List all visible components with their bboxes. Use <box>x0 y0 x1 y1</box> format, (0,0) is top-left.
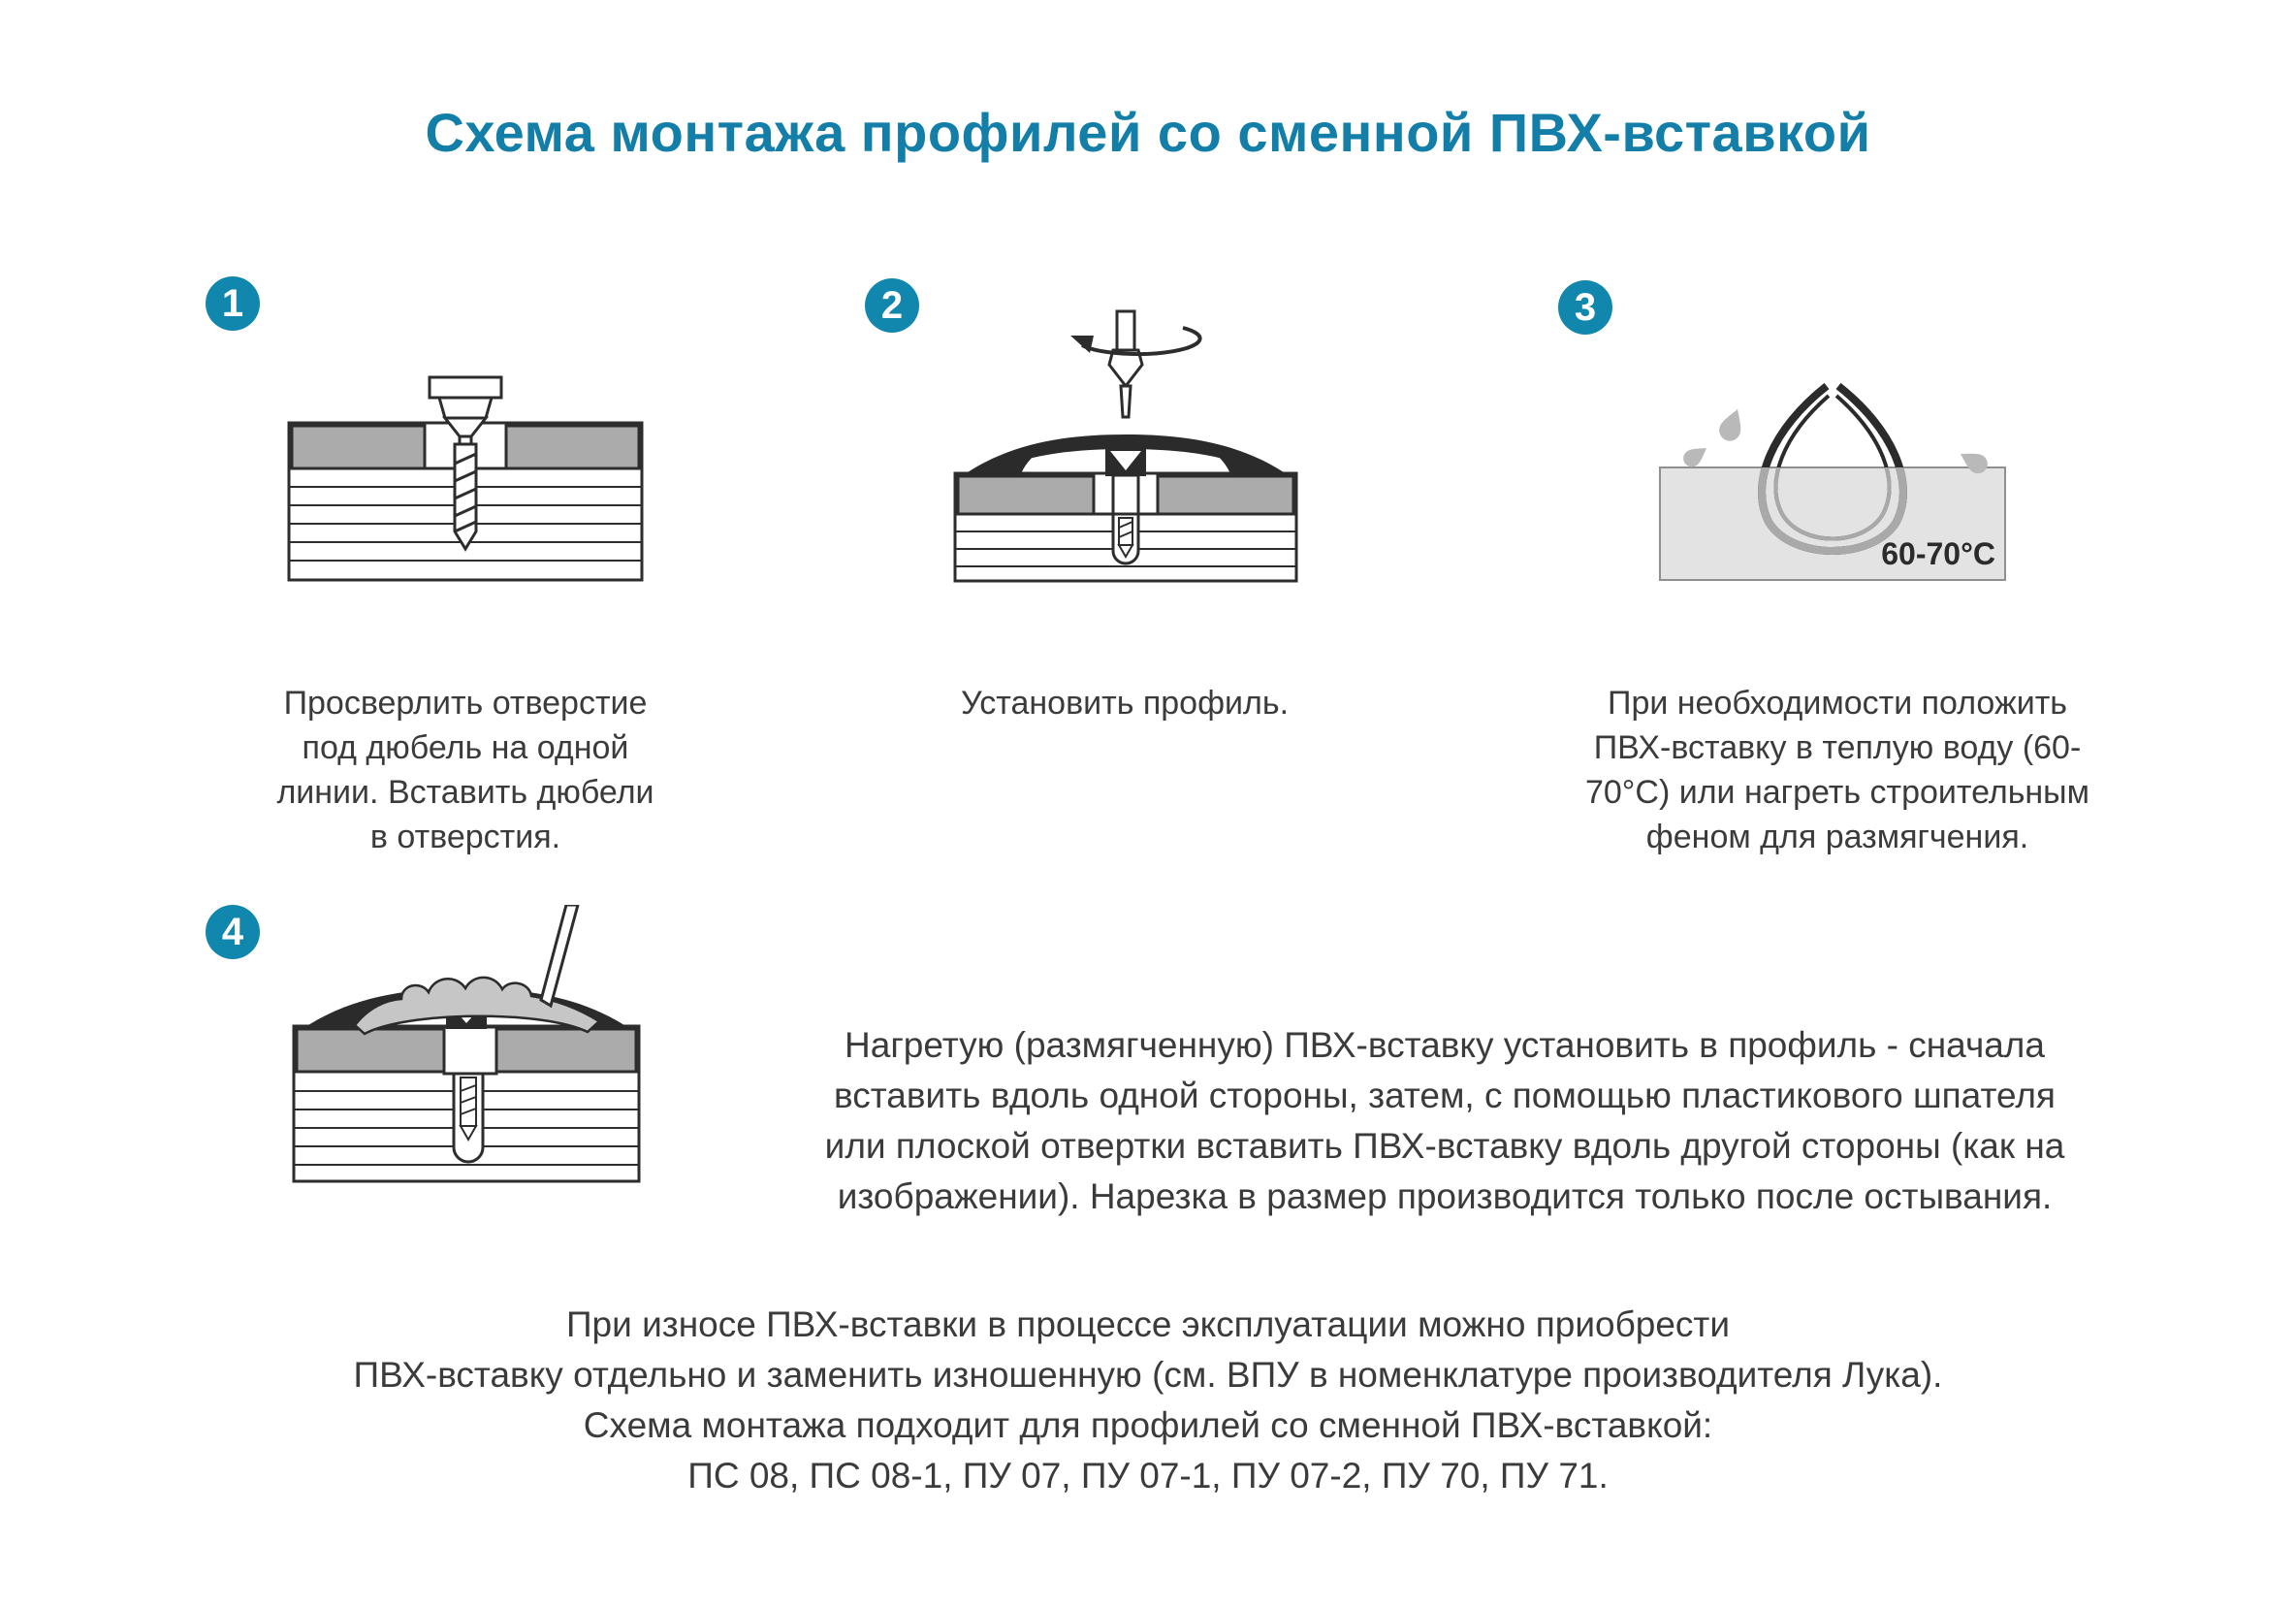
caption-line: Установить профиль. <box>960 685 1290 722</box>
footer-line: ПС 08, ПС 08-1, ПУ 07, ПУ 07-1, ПУ 07-2, ПУ 70, ПУ 71. <box>687 1456 1609 1495</box>
caption-line: вставить вдоль одной стороны, затем, с помощью пластикового шпателя <box>834 1076 2056 1115</box>
caption-line: под дюбель на одной <box>302 729 629 766</box>
caption-line: феном для размягчения. <box>1645 819 2029 855</box>
step-1-caption <box>145 681 785 859</box>
temperature-label: 60-70°C <box>1881 536 1995 571</box>
water-droplets <box>1680 405 1992 477</box>
step-2-number: 2 <box>880 284 904 327</box>
pvc-insert-installation-drawing <box>291 905 650 1191</box>
floor-covering-blocks <box>297 1027 636 1074</box>
step-4-caption <box>688 1020 2201 1222</box>
profile-installation-drawing <box>952 308 1299 584</box>
caption-line: изображении). Нарезка в размер производится только после остывания. <box>837 1176 2053 1216</box>
step-3-badge <box>1558 280 1612 335</box>
step-3-caption <box>1508 681 2167 859</box>
caption-line: или плоской отвертки вставить ПВХ-вставку вдоль другой стороны (как на <box>824 1126 2065 1166</box>
step-3-number: 3 <box>1574 286 1597 329</box>
caption-line: в отверстия. <box>369 819 561 855</box>
caption-line: При необходимости положить <box>1608 685 2067 722</box>
step-1-badge <box>206 276 260 331</box>
caption-line: Нагретую (размягченную) ПВХ-вставку установить в профиль - сначала <box>845 1025 2045 1065</box>
footer-line: При износе ПВХ-вставки в процессе эксплуатации можно приобрести <box>565 1304 1731 1344</box>
warm-water-drawing <box>1648 365 2017 588</box>
caption-line: 70°C) или нагреть строительным <box>1584 774 2089 811</box>
footer-note <box>178 1300 2118 1501</box>
step-1-illustration <box>286 374 645 583</box>
step-1-number: 1 <box>221 282 244 325</box>
page-title: Схема монтажа профилей со сменной ПВХ-вставкой <box>425 102 1871 163</box>
step-4-illustration <box>291 905 650 1191</box>
aluminum-profile <box>962 434 1290 476</box>
caption-line: линии. Вставить дюбели <box>276 774 654 811</box>
footer-line: Схема монтажа подходит для профилей со сменной ПВХ-вставкой: <box>583 1405 1713 1445</box>
step-3-illustration <box>1648 365 2017 588</box>
step-4-number: 4 <box>221 911 244 953</box>
caption-line: ПВХ-вставку в теплую воду (60- <box>1593 729 2082 766</box>
dowel-and-screw <box>1113 475 1138 563</box>
step-4-badge <box>206 905 260 959</box>
dowel-and-screw <box>454 1074 483 1162</box>
step-2-illustration <box>952 308 1299 584</box>
step-2-badge <box>865 278 919 333</box>
flat-screwdriver-icon <box>541 905 578 1006</box>
step-2-caption <box>834 681 1416 725</box>
footer-line: ПВХ-вставку отдельно и заменить изношенную (см. ВПУ в номенклатуре производителя Лука). <box>353 1355 1943 1395</box>
drill-into-floor-drawing <box>286 374 645 583</box>
caption-line: Просверлить отверстие <box>283 685 648 722</box>
screwdriver-icon <box>1109 311 1142 417</box>
